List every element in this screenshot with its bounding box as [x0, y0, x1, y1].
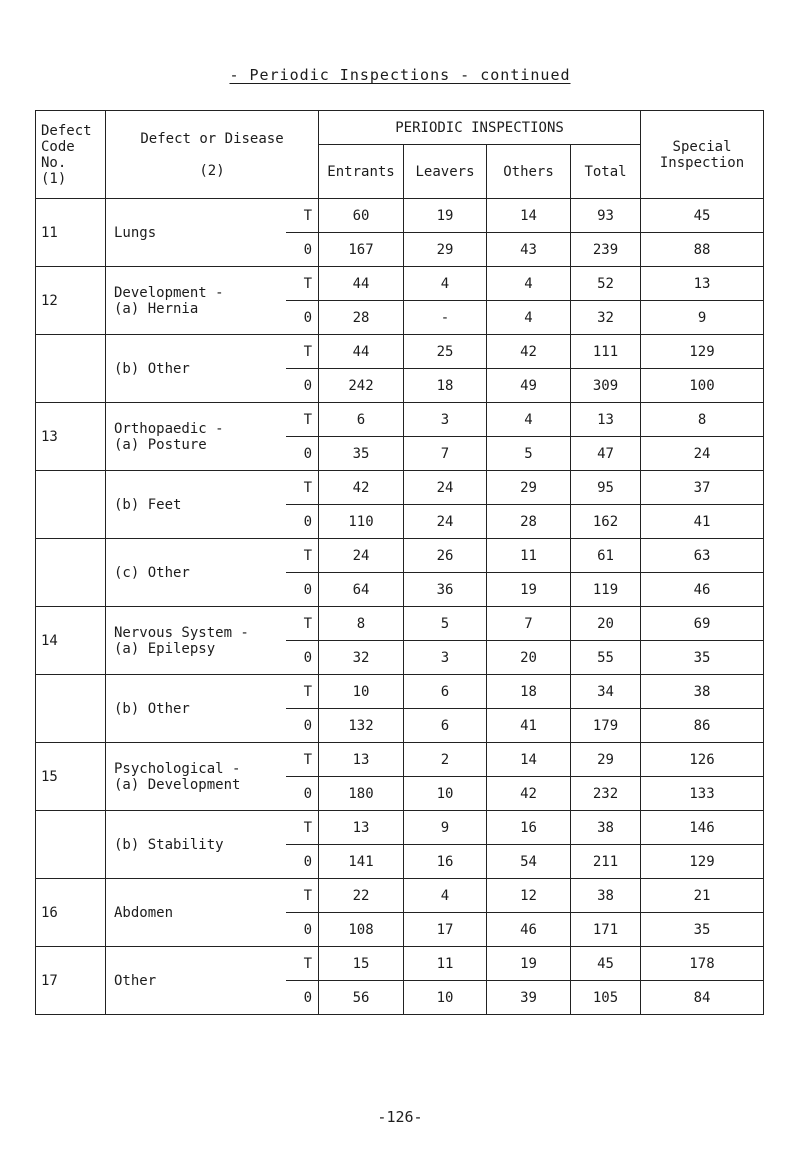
others-cell: 4 [487, 403, 571, 437]
total-cell: 52 [571, 267, 641, 301]
leavers-cell: 25 [404, 335, 487, 369]
leavers-cell: 11 [404, 947, 487, 981]
defect-name-line: Abdomen [114, 904, 174, 921]
leavers-cell: 5 [404, 607, 487, 641]
others-cell: 46 [487, 913, 571, 947]
total-header: Total [571, 145, 641, 199]
special-cell: 88 [641, 233, 764, 267]
total-cell: 232 [571, 777, 641, 811]
defect-name-line: Development - [114, 284, 224, 301]
special-cell: 146 [641, 811, 764, 845]
entrants-cell: 8 [319, 607, 404, 641]
special-cell: 9 [641, 301, 764, 335]
entrants-cell: 28 [319, 301, 404, 335]
page-title: - Periodic Inspections - continued [229, 66, 571, 84]
special-cell: 35 [641, 913, 764, 947]
others-cell: 7 [487, 607, 571, 641]
others-cell: 5 [487, 437, 571, 471]
special-cell: 63 [641, 539, 764, 573]
defect-name-line: (b) Other [114, 360, 190, 377]
special-cell: 37 [641, 471, 764, 505]
leavers-header: Leavers [404, 145, 487, 199]
total-cell: 20 [571, 607, 641, 641]
defect-name [106, 879, 286, 947]
total-cell: 55 [571, 641, 641, 675]
others-header: Others [487, 145, 571, 199]
total-cell: 34 [571, 675, 641, 709]
total-cell: 95 [571, 471, 641, 505]
o-label: 0 [286, 301, 319, 335]
t-label: T [286, 199, 319, 233]
total-cell: 309 [571, 369, 641, 403]
defect-name-line: Psychological - [114, 760, 241, 777]
leavers-cell: 17 [404, 913, 487, 947]
special-cell: 86 [641, 709, 764, 743]
others-cell: 39 [487, 981, 571, 1015]
t-label: T [286, 879, 319, 913]
leavers-cell: 29 [404, 233, 487, 267]
defect-name-line: (a) Epilepsy [114, 640, 216, 657]
others-cell: 4 [487, 267, 571, 301]
o-label: 0 [286, 981, 319, 1015]
o-label: 0 [286, 913, 319, 947]
defect-name-line: (b) Feet [114, 496, 182, 513]
inspections-table [35, 110, 764, 1015]
total-cell: 105 [571, 981, 641, 1015]
o-label: 0 [286, 777, 319, 811]
leavers-cell: 6 [404, 709, 487, 743]
defect-name [106, 471, 286, 539]
special-cell: 129 [641, 845, 764, 879]
others-cell: 4 [487, 301, 571, 335]
defect-name-line: (b) Stability [114, 836, 224, 853]
defect-name [106, 675, 286, 743]
others-cell: 20 [487, 641, 571, 675]
table-row [36, 335, 764, 369]
defect-code: 11 [36, 199, 106, 267]
table-row [36, 539, 764, 573]
special-cell: 129 [641, 335, 764, 369]
o-label: 0 [286, 233, 319, 267]
table-row [36, 607, 764, 641]
t-label: T [286, 811, 319, 845]
defect-name [106, 811, 286, 879]
entrants-cell: 132 [319, 709, 404, 743]
leavers-cell: - [404, 301, 487, 335]
table-row [36, 199, 764, 233]
entrants-cell: 167 [319, 233, 404, 267]
leavers-cell: 9 [404, 811, 487, 845]
special-cell: 69 [641, 607, 764, 641]
special-cell: 35 [641, 641, 764, 675]
o-label: 0 [286, 845, 319, 879]
defect-name [106, 199, 286, 267]
defect-name-line: Nervous System - [114, 624, 249, 641]
defect-code: 16 [36, 879, 106, 947]
others-cell: 41 [487, 709, 571, 743]
entrants-cell: 32 [319, 641, 404, 675]
special-cell: 8 [641, 403, 764, 437]
leavers-cell: 16 [404, 845, 487, 879]
entrants-cell: 108 [319, 913, 404, 947]
entrants-cell: 44 [319, 267, 404, 301]
entrants-cell: 10 [319, 675, 404, 709]
special-cell: 46 [641, 573, 764, 607]
leavers-cell: 19 [404, 199, 487, 233]
defect-code: 15 [36, 743, 106, 811]
others-cell: 18 [487, 675, 571, 709]
defect-name-line: Orthopaedic - [114, 420, 224, 437]
total-cell: 119 [571, 573, 641, 607]
leavers-cell: 6 [404, 675, 487, 709]
entrants-cell: 180 [319, 777, 404, 811]
leavers-cell: 10 [404, 981, 487, 1015]
leavers-cell: 3 [404, 641, 487, 675]
total-cell: 111 [571, 335, 641, 369]
defect-code [36, 539, 106, 607]
others-cell: 43 [487, 233, 571, 267]
defect-code: 14 [36, 607, 106, 675]
defect-name [106, 743, 286, 811]
leavers-cell: 3 [404, 403, 487, 437]
total-cell: 211 [571, 845, 641, 879]
total-cell: 32 [571, 301, 641, 335]
special-cell: 133 [641, 777, 764, 811]
total-cell: 239 [571, 233, 641, 267]
others-cell: 16 [487, 811, 571, 845]
total-cell: 29 [571, 743, 641, 777]
total-cell: 93 [571, 199, 641, 233]
defect-code: 17 [36, 947, 106, 1015]
total-cell: 162 [571, 505, 641, 539]
defect-code [36, 675, 106, 743]
total-cell: 47 [571, 437, 641, 471]
o-label: 0 [286, 505, 319, 539]
defect-code-header: Defect Code No. (1) [36, 111, 106, 199]
entrants-cell: 110 [319, 505, 404, 539]
table-row [36, 675, 764, 709]
defect-name-line: (a) Development [114, 776, 241, 793]
special-cell: 45 [641, 199, 764, 233]
table-row [36, 743, 764, 777]
others-cell: 28 [487, 505, 571, 539]
entrants-cell: 6 [319, 403, 404, 437]
defect-code [36, 335, 106, 403]
entrants-cell: 60 [319, 199, 404, 233]
o-label: 0 [286, 641, 319, 675]
t-label: T [286, 267, 319, 301]
defect-code [36, 811, 106, 879]
leavers-cell: 36 [404, 573, 487, 607]
leavers-cell: 26 [404, 539, 487, 573]
defect-name-line: (b) Other [114, 700, 190, 717]
t-label: T [286, 743, 319, 777]
defect-name [106, 267, 286, 335]
leavers-cell: 7 [404, 437, 487, 471]
others-cell: 49 [487, 369, 571, 403]
t-label: T [286, 675, 319, 709]
periodic-inspections-header: PERIODIC INSPECTIONS [319, 111, 641, 145]
defect-name [106, 403, 286, 471]
total-cell: 179 [571, 709, 641, 743]
special-cell: 100 [641, 369, 764, 403]
leavers-cell: 24 [404, 471, 487, 505]
others-cell: 14 [487, 743, 571, 777]
entrants-cell: 13 [319, 811, 404, 845]
entrants-cell: 24 [319, 539, 404, 573]
defect-name [106, 607, 286, 675]
entrants-cell: 15 [319, 947, 404, 981]
special-cell: 178 [641, 947, 764, 981]
table-row [36, 947, 764, 981]
entrants-cell: 44 [319, 335, 404, 369]
special-cell: 13 [641, 267, 764, 301]
t-label: T [286, 403, 319, 437]
table-row [36, 471, 764, 505]
others-cell: 12 [487, 879, 571, 913]
others-cell: 54 [487, 845, 571, 879]
t-label: T [286, 335, 319, 369]
leavers-cell: 18 [404, 369, 487, 403]
t-label: T [286, 947, 319, 981]
defect-name-line: Other [114, 972, 157, 989]
special-cell: 21 [641, 879, 764, 913]
others-cell: 29 [487, 471, 571, 505]
total-cell: 45 [571, 947, 641, 981]
entrants-cell: 56 [319, 981, 404, 1015]
others-cell: 19 [487, 573, 571, 607]
total-cell: 61 [571, 539, 641, 573]
o-label: 0 [286, 709, 319, 743]
total-cell: 38 [571, 811, 641, 845]
t-label: T [286, 471, 319, 505]
o-label: 0 [286, 369, 319, 403]
special-cell: 41 [641, 505, 764, 539]
t-label: T [286, 539, 319, 573]
o-label: 0 [286, 437, 319, 471]
defect-disease-header: Defect or Disease (2) [106, 111, 319, 199]
entrants-cell: 242 [319, 369, 404, 403]
defect-name [106, 335, 286, 403]
page-number: -126- [377, 1108, 423, 1126]
defect-name [106, 539, 286, 607]
defect-code: 13 [36, 403, 106, 471]
defect-code [36, 471, 106, 539]
entrants-cell: 22 [319, 879, 404, 913]
total-cell: 38 [571, 879, 641, 913]
defect-name-line: (a) Hernia [114, 300, 199, 317]
defect-name-line: (a) Posture [114, 436, 207, 453]
others-cell: 42 [487, 335, 571, 369]
total-cell: 171 [571, 913, 641, 947]
special-cell: 84 [641, 981, 764, 1015]
entrants-cell: 64 [319, 573, 404, 607]
special-cell: 38 [641, 675, 764, 709]
entrants-cell: 141 [319, 845, 404, 879]
special-cell: 24 [641, 437, 764, 471]
defect-name [106, 947, 286, 1015]
leavers-cell: 24 [404, 505, 487, 539]
defect-name-line: (c) Other [114, 564, 190, 581]
others-cell: 19 [487, 947, 571, 981]
special-cell: 126 [641, 743, 764, 777]
entrants-header: Entrants [319, 145, 404, 199]
defect-code: 12 [36, 267, 106, 335]
leavers-cell: 2 [404, 743, 487, 777]
entrants-cell: 35 [319, 437, 404, 471]
special-inspection-header: Special Inspection [641, 111, 764, 199]
table-row [36, 403, 764, 437]
entrants-cell: 42 [319, 471, 404, 505]
entrants-cell: 13 [319, 743, 404, 777]
others-cell: 11 [487, 539, 571, 573]
others-cell: 14 [487, 199, 571, 233]
leavers-cell: 4 [404, 267, 487, 301]
o-label: 0 [286, 573, 319, 607]
leavers-cell: 10 [404, 777, 487, 811]
t-label: T [286, 607, 319, 641]
table-row [36, 811, 764, 845]
leavers-cell: 4 [404, 879, 487, 913]
table-row [36, 879, 764, 913]
total-cell: 13 [571, 403, 641, 437]
others-cell: 42 [487, 777, 571, 811]
table-row [36, 267, 764, 301]
defect-name-line: Lungs [114, 224, 157, 241]
